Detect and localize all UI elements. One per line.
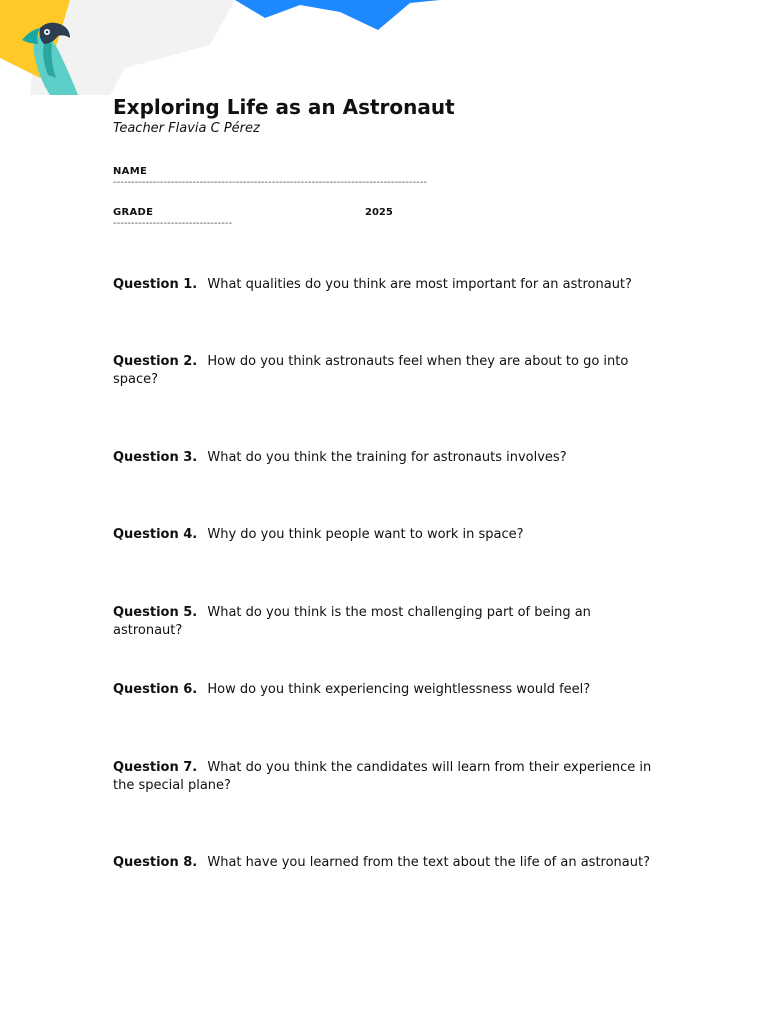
question-4 — [113, 526, 653, 544]
teacher-name: Teacher Flavia C Pérez — [113, 121, 260, 136]
grade-field — [113, 207, 279, 230]
question-text: What do you think is the most challenging part of being an astronaut? — [113, 605, 591, 638]
question-8 — [113, 854, 653, 872]
question-text: How do you think astronauts feel when they are about to go into space? — [113, 354, 629, 387]
question-text: Why do you think people want to work in space? — [207, 527, 524, 542]
grade-label: GRADE — [113, 207, 154, 218]
question-3 — [113, 449, 653, 467]
question-text: What have you learned from the text about the life of an astronaut? — [207, 855, 650, 870]
header-decoration — [0, 0, 768, 100]
question-text: What do you think the training for astronauts involves? — [207, 450, 567, 465]
question-label: Question 3. — [113, 450, 198, 465]
year-label: 2025 — [365, 207, 393, 218]
blue-shape — [235, 0, 440, 30]
name-field — [113, 166, 545, 189]
question-label: Question 4. — [113, 527, 198, 542]
name-label: NAME — [113, 166, 148, 177]
question-label: Question 2. — [113, 354, 198, 369]
question-2 — [113, 353, 653, 389]
question-text: How do you think experiencing weightlessness would feel? — [207, 682, 591, 697]
question-6 — [113, 681, 653, 699]
question-label: Question 1. — [113, 277, 198, 292]
question-7 — [113, 759, 653, 795]
question-label: Question 7. — [113, 760, 198, 775]
grade-line: --------------------------------- — [113, 218, 233, 229]
question-text: What do you think the candidates will learn from their experience in the special plane? — [113, 760, 652, 793]
page-title: Exploring Life as an Astronaut — [113, 95, 455, 119]
worksheet — [113, 94, 653, 870]
question-label: Question 8. — [113, 855, 198, 870]
question-label: Question 6. — [113, 682, 198, 697]
question-text: What qualities do you think are most important for an astronaut? — [207, 277, 632, 292]
question-1 — [113, 276, 653, 294]
question-label: Question 5. — [113, 605, 198, 620]
question-5 — [113, 604, 653, 640]
name-line: --------------------------------------------------------------------------------------- — [113, 177, 427, 188]
